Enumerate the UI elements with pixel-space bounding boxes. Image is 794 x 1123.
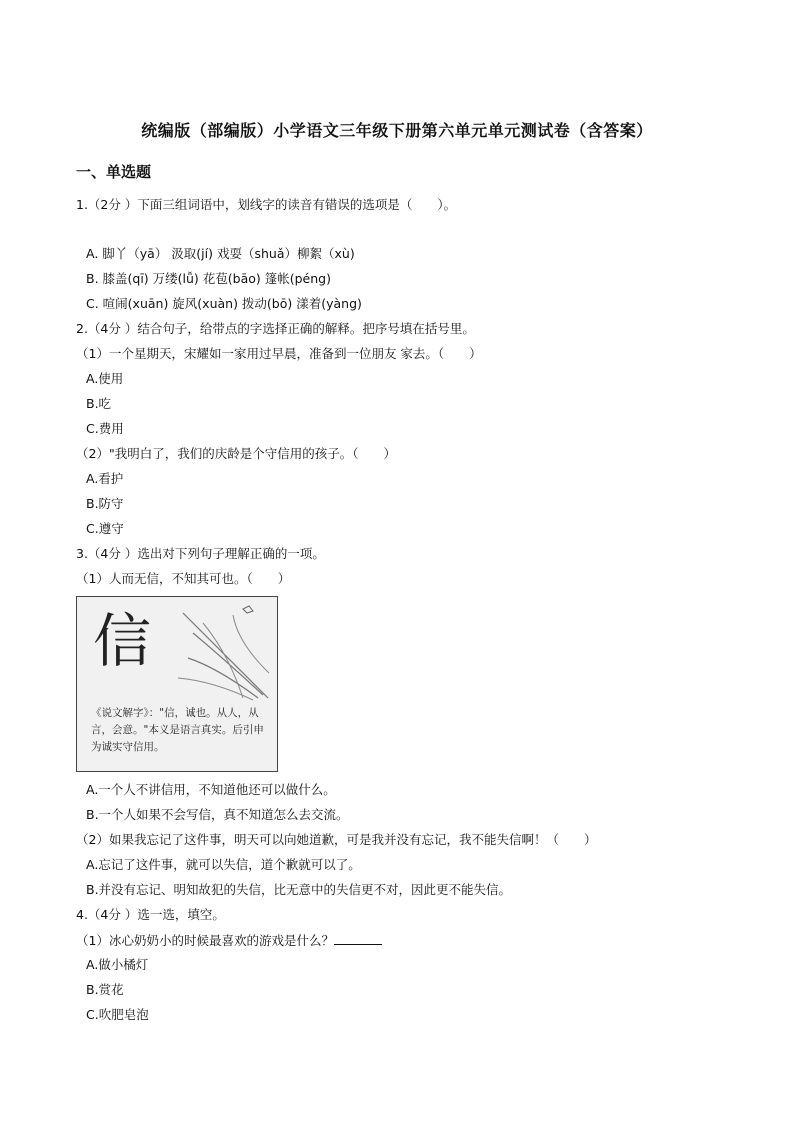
question-2-sub2-option-b: B.防守 (86, 496, 124, 511)
question-3-sub1-option-b: B.一个人如果不会写信，真不知道怎么去交流。 (86, 807, 349, 822)
question-1-option-c: C. 喧闹(xuān) 旋风(xuàn) 拨动(bō) 漾着(yàng) (86, 296, 362, 311)
answer-blank[interactable] (334, 931, 382, 945)
page-title: 统编版（部编版）小学语文三年级下册第六单元单元测试卷（含答案） (141, 121, 653, 140)
question-2-sub1: （1）一个星期天，宋耀如一家用过早晨，准备到一位朋友 家去。（ ） (76, 346, 482, 361)
question-1-option-b: B. 膝盖(qī) 万缕(lǚ) 花苞(bāo) 篷帐(péng) (86, 271, 331, 286)
question-2-sub1-option-a: A.使用 (86, 371, 124, 386)
question-4-stem: 4.（4分 ）选一选，填空。 (76, 907, 225, 922)
figure-caption: 《说文解字》："信，诚也。从人，从言，会意。"本义是语言真实。后引申为诚实守信用。 (91, 707, 264, 753)
figure-character: 信 (93, 607, 152, 675)
question-2-sub1-option-c: C.费用 (86, 421, 124, 436)
section-heading: 一、单选题 (76, 163, 152, 181)
xin-character-figure (76, 596, 278, 772)
question-4-sub1-option-c: C.吹肥皂泡 (86, 1007, 149, 1022)
question-2-sub1-option-b: B.吃 (86, 396, 112, 411)
question-3-sub2-option-b: B.并没有忘记、明知故犯的失信，比无意中的失信更不对，因此更不能失信。 (86, 882, 512, 897)
question-3-stem: 3.（4分 ）选出对下列句子理解正确的一项。 (76, 546, 325, 561)
question-2-stem: 2.（4分 ）结合句子，给带点的字选择正确的解释。把序号填在括号里。 (76, 321, 475, 336)
question-1-option-a: A. 脚丫（yā） 汲取(jí) 戏耍（shuǎ）柳絮（xù) (86, 246, 355, 261)
question-2-sub2-option-a: A.看护 (86, 471, 124, 486)
question-3-sub1-option-a: A.一个人不讲信用，不知道他还可以做什么。 (86, 782, 336, 797)
question-4-sub1: （1）冰心奶奶小的时候最喜欢的游戏是什么？ (76, 933, 334, 948)
question-3-sub1: （1）人而无信，不知其可也。（ ） (76, 571, 291, 586)
question-2-sub2-option-c: C.遵守 (86, 521, 124, 536)
question-2-sub2: （2）"我明白了，我们的庆龄是个守信用的孩子。（ ） (76, 446, 396, 461)
question-4-sub1-row (76, 931, 382, 950)
question-3-sub2-option-a: A.忘记了这件事，就可以失信，道个歉就可以了。 (86, 857, 361, 872)
question-1-stem: 1.（2分 ）下面三组词语中，划线字的读音有错误的选项是（ ）。 (76, 197, 457, 212)
question-3-sub2: （2）如果我忘记了这件事，明天可以向她道歉，可是我并没有忘记，我不能失信啊！（ ） (76, 832, 597, 847)
question-4-sub1-option-a: A.做小橘灯 (86, 957, 149, 972)
orchid-illustration-icon (173, 603, 273, 703)
question-4-sub1-option-b: B.赏花 (86, 982, 124, 997)
